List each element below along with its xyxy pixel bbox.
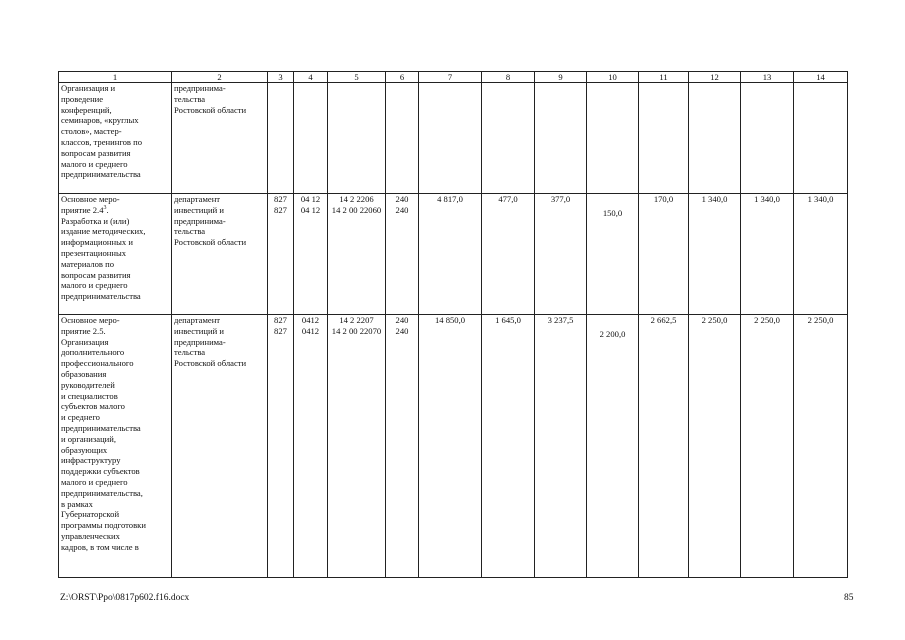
activity-name-line: Основное меро- bbox=[61, 315, 120, 325]
csr-code: 14 2 2206 bbox=[339, 194, 374, 204]
activity-name-cell bbox=[59, 194, 172, 315]
csr-cell bbox=[328, 194, 386, 315]
executor-line: Ростовской области bbox=[174, 104, 247, 115]
csr-code: 14 2 00 22060 bbox=[331, 204, 382, 215]
budget-table-sheet bbox=[58, 71, 848, 578]
rzpr-code: 0412 bbox=[301, 315, 320, 325]
rzpr-code: 0412 bbox=[301, 325, 320, 336]
executor-line: тельства bbox=[174, 226, 206, 237]
document-path-footer: Z:\ORST\Ppo\0817p602.f16.docx bbox=[60, 593, 190, 603]
year-cell bbox=[482, 83, 535, 194]
executor-line: департамент bbox=[174, 194, 221, 204]
csr-cell bbox=[328, 83, 386, 194]
activity-name-line: управленческих bbox=[61, 530, 120, 541]
footnote-mark: 3 bbox=[103, 204, 107, 211]
executor-cell bbox=[172, 315, 268, 578]
activity-name-line: Губернаторской bbox=[61, 509, 120, 520]
vr-cell bbox=[386, 83, 419, 194]
year-cell: 2 250,0 bbox=[794, 315, 848, 578]
activity-name-line: Организация bbox=[61, 336, 109, 347]
table-row bbox=[59, 194, 848, 315]
activity-name-line: приятие 2.5. bbox=[61, 325, 106, 336]
year-cell: 1 340,0 bbox=[741, 194, 794, 315]
rzpr-code: 04 12 bbox=[300, 194, 321, 204]
activity-name-line: предпринимательства, bbox=[61, 487, 143, 498]
activity-name-line: предпринимательства bbox=[61, 291, 141, 302]
executor-line: инвестиций и bbox=[174, 204, 224, 215]
activity-name-line: предпринимательства bbox=[61, 169, 141, 180]
year-cell: 1 340,0 bbox=[794, 194, 848, 315]
column-number: 3 bbox=[268, 72, 294, 83]
activity-name-line: образования bbox=[61, 368, 107, 379]
activity-name-line: в рамках bbox=[61, 498, 93, 509]
column-number: 10 bbox=[587, 72, 639, 83]
grbs-code: 827 bbox=[274, 194, 287, 204]
year-cell: 2 662,5 bbox=[639, 315, 689, 578]
year-cell bbox=[535, 83, 587, 194]
activity-name-line: профессионального bbox=[61, 358, 134, 369]
activity-number: приятие 2.4 bbox=[61, 204, 104, 215]
executor-cell bbox=[172, 83, 268, 194]
executor-line: тельства bbox=[174, 93, 206, 104]
executor-cell bbox=[172, 194, 268, 315]
rzpr-code: 04 12 bbox=[300, 204, 321, 215]
table-row bbox=[59, 83, 848, 194]
column-number: 8 bbox=[482, 72, 535, 83]
activity-name-line: программы подготовки bbox=[61, 520, 146, 531]
activity-name-line: конференций, bbox=[61, 104, 112, 115]
activity-name-line: презентационных bbox=[61, 247, 127, 258]
activity-name-line: вопросам развития bbox=[61, 147, 131, 158]
budget-table bbox=[58, 71, 848, 578]
year-cell: 377,0 bbox=[535, 194, 587, 315]
year-cell bbox=[794, 83, 848, 194]
activity-name-line: кадров, в том числе в bbox=[61, 541, 139, 552]
year-value: 150,0 bbox=[602, 208, 623, 218]
grbs-cell bbox=[268, 315, 294, 578]
year-cell bbox=[587, 83, 639, 194]
activity-name-cell bbox=[59, 83, 172, 194]
activity-name-line: дополнительного bbox=[61, 347, 125, 358]
total-cell bbox=[419, 83, 482, 194]
executor-line: департамент bbox=[174, 315, 221, 325]
rzpr-cell bbox=[294, 83, 328, 194]
vr-cell bbox=[386, 315, 419, 578]
vr-code: 240 bbox=[395, 315, 409, 325]
executor-line: предпринима- bbox=[174, 215, 226, 226]
activity-name-line: поддержки субъектов bbox=[61, 466, 140, 477]
activity-name-line: информационных и bbox=[61, 237, 133, 248]
csr-cell bbox=[328, 315, 386, 578]
column-number: 7 bbox=[419, 72, 482, 83]
column-number: 12 bbox=[689, 72, 741, 83]
csr-code: 14 2 00 22070 bbox=[331, 325, 382, 336]
year-cell bbox=[741, 83, 794, 194]
activity-name-line: и среднего bbox=[61, 412, 100, 423]
executor-line: предпринима- bbox=[174, 336, 226, 347]
activity-number-end: . bbox=[106, 204, 109, 215]
year-cell: 1 645,0 bbox=[482, 315, 535, 578]
activity-name-line: и специалистов bbox=[61, 390, 118, 401]
vr-code: 240 bbox=[395, 325, 409, 336]
page-number: 85 bbox=[844, 593, 854, 603]
activity-name-line: семинаров, «круглых bbox=[61, 115, 139, 126]
grbs-cell bbox=[268, 83, 294, 194]
activity-name-line: вопросам развития bbox=[61, 269, 131, 280]
year-cell bbox=[639, 83, 689, 194]
activity-name-line: столов», мастер- bbox=[61, 126, 122, 137]
activity-number-line bbox=[61, 205, 170, 216]
activity-name-line: Организация и bbox=[61, 83, 116, 93]
year-cell bbox=[689, 83, 741, 194]
executor-line: предпринима- bbox=[174, 83, 226, 93]
activity-name-line: малого и среднего bbox=[61, 280, 128, 291]
executor-line: Ростовской области bbox=[174, 358, 247, 369]
activity-name-line: субъектов малого bbox=[61, 401, 125, 412]
csr-code: 14 2 2207 bbox=[339, 315, 374, 325]
activity-name-line: проведение bbox=[61, 93, 104, 104]
column-number: 1 bbox=[59, 72, 172, 83]
year-cell: 3 237,5 bbox=[535, 315, 587, 578]
table-row bbox=[59, 315, 848, 578]
column-number: 14 bbox=[794, 72, 848, 83]
year-cell: 2 250,0 bbox=[741, 315, 794, 578]
grbs-code: 827 bbox=[274, 325, 287, 336]
column-number: 6 bbox=[386, 72, 419, 83]
column-number: 5 bbox=[328, 72, 386, 83]
vr-cell bbox=[386, 194, 419, 315]
year-cell: 170,0 bbox=[639, 194, 689, 315]
year-cell: 1 340,0 bbox=[689, 194, 741, 315]
activity-name-cell bbox=[59, 315, 172, 578]
grbs-code: 827 bbox=[274, 315, 287, 325]
activity-name-line: материалов по bbox=[61, 258, 115, 269]
year-value: 2 200,0 bbox=[599, 329, 626, 339]
executor-line: инвестиций и bbox=[174, 325, 224, 336]
rzpr-cell bbox=[294, 194, 328, 315]
column-number: 13 bbox=[741, 72, 794, 83]
activity-name-line: инфраструктуру bbox=[61, 455, 121, 466]
total-cell: 14 850,0 bbox=[419, 315, 482, 578]
activity-name-line: издание методических, bbox=[61, 226, 146, 237]
vr-code: 240 bbox=[395, 204, 409, 215]
column-number: 2 bbox=[172, 72, 268, 83]
activity-name-line: и организаций, bbox=[61, 433, 117, 444]
activity-name-line: Разработка и (или) bbox=[61, 215, 130, 226]
rzpr-cell bbox=[294, 315, 328, 578]
year-cell: 2 250,0 bbox=[689, 315, 741, 578]
column-number-row bbox=[59, 72, 848, 83]
activity-name-line: руководителей bbox=[61, 379, 115, 390]
total-cell: 4 817,0 bbox=[419, 194, 482, 315]
year-cell bbox=[587, 315, 639, 578]
activity-name-line: Основное меро- bbox=[61, 194, 120, 204]
activity-name-line: классов, тренингов по bbox=[61, 136, 143, 147]
activity-name-line: малого и среднего bbox=[61, 158, 128, 169]
column-number: 11 bbox=[639, 72, 689, 83]
executor-line: тельства bbox=[174, 347, 206, 358]
activity-name-line: образующих bbox=[61, 444, 108, 455]
year-cell: 477,0 bbox=[482, 194, 535, 315]
column-number: 9 bbox=[535, 72, 587, 83]
grbs-cell bbox=[268, 194, 294, 315]
column-number: 4 bbox=[294, 72, 328, 83]
year-cell bbox=[587, 194, 639, 315]
activity-name-line: малого и среднего bbox=[61, 476, 128, 487]
grbs-code: 827 bbox=[274, 204, 287, 215]
activity-name-line: предпринимательства bbox=[61, 422, 141, 433]
vr-code: 240 bbox=[395, 194, 409, 204]
executor-line: Ростовской области bbox=[174, 237, 247, 248]
